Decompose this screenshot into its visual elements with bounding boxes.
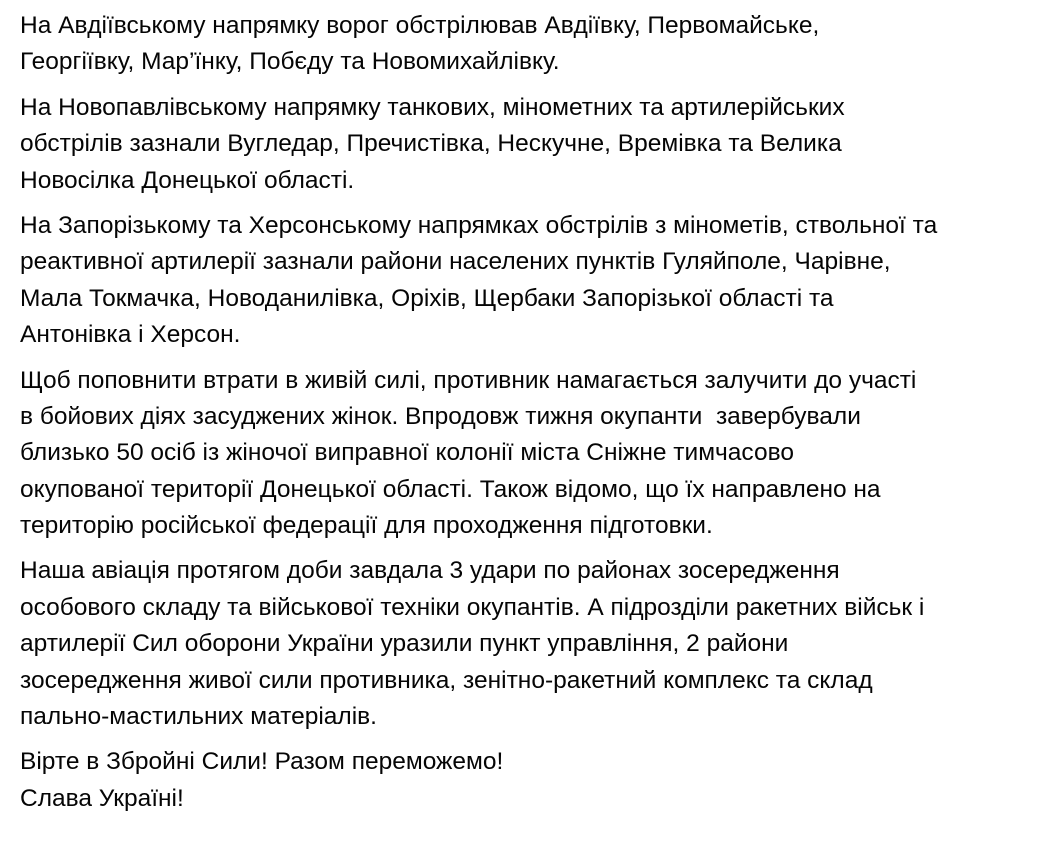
text-line: Вірте в Збройні Сили! Разом переможемо! [20, 748, 504, 776]
paragraph-recruitment [20, 363, 1030, 545]
text-line: окупованої території Донецької області. Також відомо, що їх направлено на [20, 475, 881, 503]
text-line: Георгіївку, Мар’їнку, Побєду та Новомихайлівку. [20, 48, 560, 76]
text-line: Щоб поповнити втрати в живій силі, противник намагається залучити до участі [20, 366, 917, 394]
text-line: Антонівка і Херсон. [20, 321, 241, 349]
paragraph-strikes [20, 553, 1030, 735]
paragraph-avdiivka [20, 8, 1030, 81]
text-line: Наша авіація протягом доби завдала 3 удари по районах зосередження [20, 557, 840, 585]
text-line: Мала Токмачка, Новоданилівка, Оріхів, Щербаки Запорізької області та [20, 284, 834, 312]
paragraph-novopavlivka [20, 90, 1030, 199]
text-line: Новосілка Донецької області. [20, 166, 355, 194]
text-line: На Авдіївському напрямку ворог обстрілював Авдіївку, Первомайське, [20, 12, 820, 39]
text-line: реактивної артилерії зазнали райони населених пунктів Гуляйполе, Чарівне, [20, 248, 891, 276]
text-line: в бойових діях засуджених жінок. Впродовж тижня окупанти завербували [20, 402, 861, 430]
text-line: артилерії Сил оборони України уразили пункт управління, 2 райони [20, 630, 789, 658]
text-line: Слава Україні! [20, 784, 184, 812]
paragraph-closing [20, 744, 1030, 817]
text-line: На Запорізькому та Херсонському напрямках обстрілів з мінометів, ствольної та [20, 211, 938, 239]
text-line: На Новопавлівському напрямку танкових, мінометних та артилерійських [20, 93, 845, 121]
text-line: зосередження живої сили противника, зенітно-ракетний комплекс та склад [20, 666, 873, 694]
text-line: особового складу та військової техніки окупантів. А підрозділи ракетних військ і [20, 593, 925, 621]
text-line: територію російської федерації для проходження підготовки. [20, 512, 713, 540]
text-line: пально-мастильних матеріалів. [20, 703, 377, 731]
text-line: близько 50 осіб із жіночої виправної колонії міста Сніжне тимчасово [20, 439, 794, 467]
post-text [20, 8, 1030, 826]
text-line: обстрілів зазнали Вугледар, Пречистівка, Нескучне, Времівка та Велика [20, 130, 842, 158]
paragraph-zaporizhzhia-kherson [20, 208, 1030, 354]
